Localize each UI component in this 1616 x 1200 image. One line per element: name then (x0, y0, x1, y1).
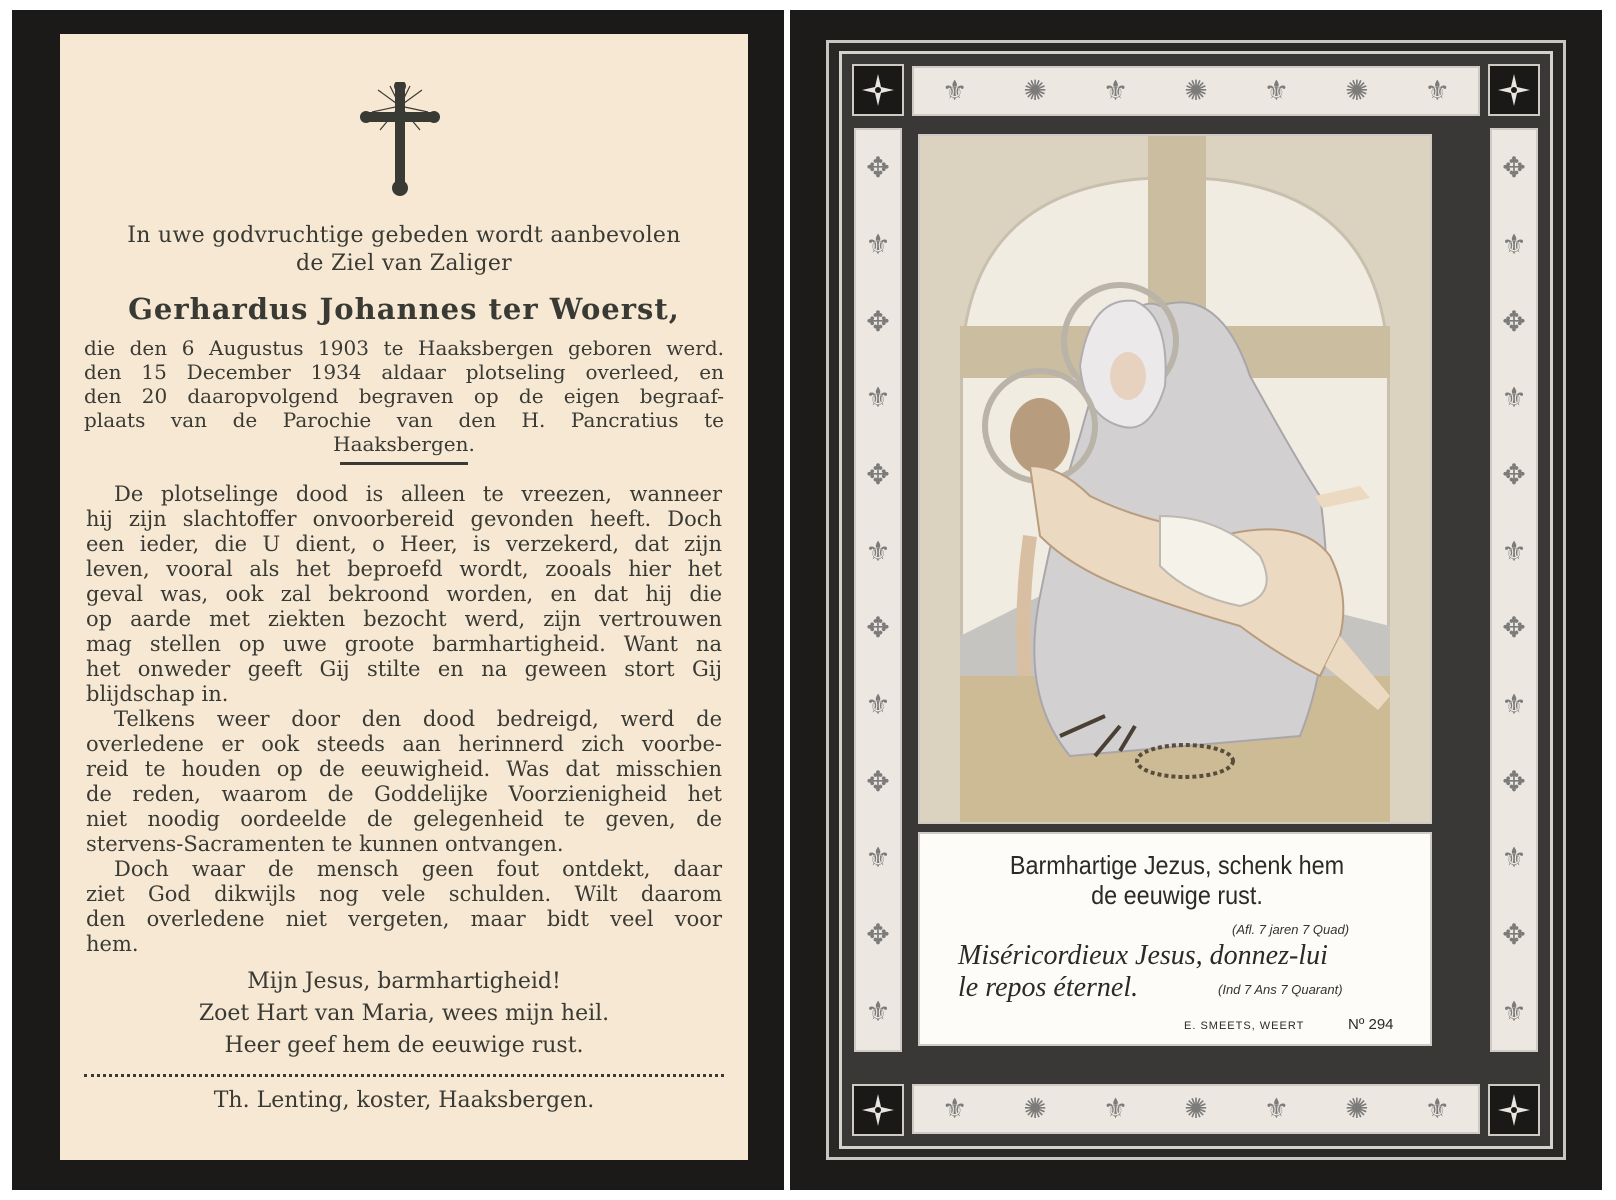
cross-ornament-icon: ✥ (866, 304, 890, 338)
fleur-de-lis-icon: ⚜ (1501, 381, 1527, 415)
bio-line: plaats van de Parochie van den H. Pancratius te (84, 408, 724, 432)
biography (84, 336, 724, 456)
cross-ornament-icon: ✥ (1502, 304, 1526, 338)
indulgence-note: (Ind 7 Ans 7 Quarant) (1218, 982, 1343, 997)
body-line: op aarde met ziekten bezocht werd, zijn vertrouwen (86, 607, 722, 631)
fleur-de-lis-icon: ⚜ (865, 841, 891, 875)
prayer-lines (60, 966, 748, 1062)
corner-ornament-icon (1488, 1084, 1540, 1136)
body-line: stervens-Sacramenten te kunnen ontvangen. (86, 832, 564, 856)
fleur-de-lis-icon: ⚜ (1424, 1092, 1450, 1125)
cross-ornament-icon: ✥ (866, 457, 890, 491)
fleur-de-lis-icon: ⚜ (865, 227, 891, 261)
cross-ornament-icon: ✥ (866, 611, 890, 645)
body-line: het onweder geeft Gij stilte en na geween stort Gij (86, 657, 722, 681)
cross-ornament-icon: ✥ (866, 151, 890, 185)
bottom-border-band (912, 1084, 1480, 1134)
body-line: geval was, ook zal bekroond worden, en dat hij die (86, 582, 722, 606)
fleur-de-lis-icon: ⚜ (942, 74, 968, 107)
fleur-de-lis-icon: ⚜ (865, 994, 891, 1028)
cross-icon (360, 82, 440, 202)
fleur-de-lis-icon: ⚜ (1263, 1092, 1289, 1125)
caption-line: le repos éternel. (958, 972, 1139, 1003)
caption-line: de eeuwige rust. (1091, 880, 1263, 910)
sun-ornament-icon: ✺ (1345, 74, 1369, 107)
card-paper (60, 34, 748, 1160)
dutch-prayer (946, 850, 1409, 910)
body-line: een ieder, die U dient, o Heer, is verzekerd, dat zijn (86, 532, 722, 556)
fleur-de-lis-icon: ⚜ (1102, 74, 1129, 107)
top-border-band (912, 66, 1480, 116)
bio-line: Haaksbergen. (333, 432, 475, 456)
bio-line: die den 6 Augustus 1903 te Haaksbergen geboren werd. (84, 336, 724, 360)
fleur-de-lis-icon: ⚜ (865, 381, 891, 415)
fleur-de-lis-icon: ⚜ (1501, 687, 1527, 721)
cross-ornament-icon: ✥ (1502, 151, 1526, 185)
body-line: blijdschap in. (86, 682, 229, 706)
fleur-de-lis-icon: ⚜ (865, 687, 891, 721)
fleur-de-lis-icon: ⚜ (1501, 841, 1527, 875)
deceased-name: Gerhardus Johannes ter Woerst, (128, 292, 680, 326)
prayer-line: Zoet Hart van Maria, wees mijn heil. (198, 1001, 610, 1026)
body-line: Telkens weer door den dood bedreigd, werd de (114, 707, 722, 731)
meditation-text (86, 482, 722, 957)
body-line: overledene er ook steeds aan herinnerd zich voorbe- (86, 732, 722, 756)
pieta-illustration (918, 134, 1432, 824)
cross-ornament-icon: ✥ (1502, 457, 1526, 491)
body-line: hij zijn slachtoffer onvoorbereid gevonden heeft. Doch (86, 507, 722, 531)
bio-line: den 20 daaropvolgend begraven op de eigen begraaf- (84, 384, 724, 408)
body-line: ziet God dikwijls nog vele schulden. Wilt daarom (86, 882, 722, 906)
cross-ornament-icon: ✥ (1502, 917, 1526, 951)
body-line: leven, vooral als het beproefd wordt, zooals hier het (86, 557, 722, 581)
memorial-card-image-side (790, 10, 1602, 1190)
fleur-de-lis-icon: ⚜ (1501, 227, 1527, 261)
intro-text (60, 222, 748, 278)
left-border-band (854, 128, 902, 1052)
fleur-de-lis-icon: ⚜ (1501, 534, 1527, 568)
corner-ornament-icon (852, 1084, 904, 1136)
french-prayer (958, 940, 1418, 1004)
sun-ornament-icon: ✺ (1023, 1092, 1047, 1125)
right-border-band (1490, 128, 1538, 1052)
caption-line: Barmhartige Jezus, schenk hem (1009, 850, 1345, 880)
body-line: den overledene niet vergeten, maar bidt veel voor (86, 907, 722, 931)
fleur-de-lis-icon: ⚜ (1102, 1092, 1129, 1125)
body-line: niet noodig oordeelde de gelegenheid te geven, de (86, 807, 722, 831)
dotted-divider (84, 1074, 724, 1077)
body-line: Doch waar de mensch geen fout ontdekt, daar (114, 857, 722, 881)
fleur-de-lis-icon: ⚜ (1263, 74, 1289, 107)
fleur-de-lis-icon: ⚜ (1424, 74, 1450, 107)
sun-ornament-icon: ✺ (1023, 74, 1047, 107)
cross-ornament-icon: ✥ (1502, 764, 1526, 798)
printer-credit: Th. Lenting, koster, Haaksbergen. (213, 1088, 595, 1113)
sun-ornament-icon: ✺ (1184, 1092, 1208, 1125)
fleur-de-lis-icon: ⚜ (865, 534, 891, 568)
memorial-card-text-side (12, 10, 784, 1190)
prayer-line: Heer geef hem de eeuwige rust. (224, 1033, 584, 1058)
body-line: reid te houden op de eeuwigheid. Was dat misschien (86, 757, 722, 781)
intro-line: In uwe godvruchtige gebeden wordt aanbevolen (127, 223, 681, 248)
sun-ornament-icon: ✺ (1345, 1092, 1369, 1125)
ornamental-frame-inner (839, 51, 1553, 1149)
prayer-caption (918, 832, 1432, 1046)
ornamental-frame (826, 40, 1566, 1160)
body-line: De plotselinge dood is alleen te vreezen, wanneer (114, 482, 722, 506)
prayer-line: Mijn Jesus, barmhartigheid! (247, 969, 561, 994)
bio-line: den 15 December 1934 aldaar plotseling overleed, en (84, 360, 724, 384)
indulgence-note: (Afl. 7 jaren 7 Quad) (1232, 922, 1350, 937)
body-line: mag stellen op uwe groote barmhartigheid. Want na (86, 632, 722, 656)
cross-ornament-icon: ✥ (866, 764, 890, 798)
cross-ornament-icon: ✥ (1502, 611, 1526, 645)
divider (340, 462, 468, 465)
intro-line: de Ziel van Zaliger (296, 251, 512, 276)
corner-ornament-icon (852, 64, 904, 116)
body-line: hem. (86, 932, 139, 956)
sun-ornament-icon: ✺ (1184, 74, 1208, 107)
caption-line: Miséricordieux Jesus, donnez-lui (958, 940, 1328, 971)
body-line: de reden, waarom de Goddelijke Voorzienigheid het (86, 782, 722, 806)
card-number: Nº 294 (1348, 1016, 1394, 1033)
fleur-de-lis-icon: ⚜ (1501, 994, 1527, 1028)
publisher-credit: E. SMEETS, WEERT (1184, 1020, 1305, 1032)
corner-ornament-icon (1488, 64, 1540, 116)
cross-ornament-icon: ✥ (866, 917, 890, 951)
fleur-de-lis-icon: ⚜ (942, 1092, 968, 1125)
